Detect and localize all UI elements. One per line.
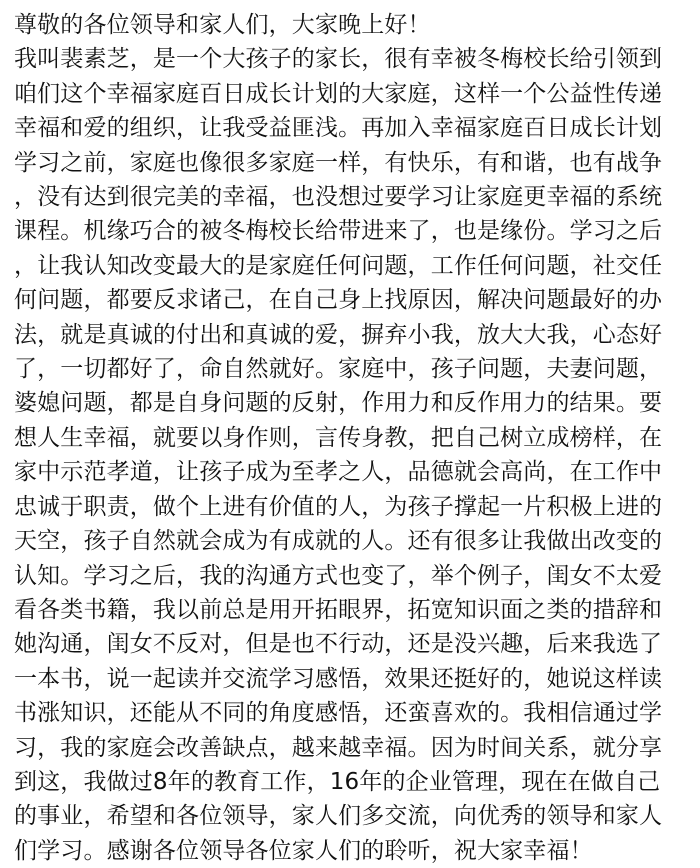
closing-line: 们学习。感谢各位领导各位家人们的聆听，祝大家幸福！ — [14, 837, 593, 864]
text-line: 何问题，都要反求诸己，在自己身上找原因，解决问题最好的办 — [14, 287, 663, 314]
text-line: 一本书，说一起读并交流学习感悟，效果还挺好的，她说这样读 — [14, 665, 663, 692]
text-line: 学习之前，家庭也像很多家庭一样，有快乐，有和谐，也有战争 — [14, 149, 663, 176]
text-line: 书涨知识，还能从不同的角度感悟，还蛮喜欢的。我相信通过学 — [14, 700, 663, 727]
text-line: 认知。学习之后，我的沟通方式也变了，举个例子，闺女不太爱 — [14, 562, 663, 589]
text-line: 法，就是真诚的付出和真诚的爱，摒弃小我，放大大我，心态好 — [14, 321, 663, 348]
greeting-line: 尊敬的各位领导和家人们，大家晚上好！ — [14, 12, 431, 38]
text-line: 我叫裴素芝，是一个大孩子的家长，很有幸被冬梅校长给引领到 — [14, 46, 663, 73]
text-line: 婆媳问题，都是自身问题的反射，作用力和反作用力的结果。要 — [14, 390, 663, 417]
text-line: 幸福和爱的组织，让我受益匪浅。再加入幸福家庭百日成长计划 — [14, 115, 663, 142]
text-line: 课程。机缘巧合的被冬梅校长给带进来了，也是缘份。学习之后 — [14, 218, 663, 245]
text-line: 咱们这个幸福家庭百日成长计划的大家庭，这样一个公益性传递 — [14, 80, 663, 107]
text-line: 天空，孩子自然就会成为有成就的人。还有很多让我做出改变的 — [14, 528, 663, 555]
text-line: 忠诚于职责，做个上进有价值的人，为孩子撑起一片积极上进的 — [14, 493, 663, 520]
text-line: ，没有达到很完美的幸福，也没想过要学习让家庭更幸福的系统 — [14, 184, 663, 211]
text-line: 想人生幸福，就要以身作则，言传身教，把自己树立成榜样，在 — [14, 424, 663, 451]
text-line: 她沟通，闺女不反对，但是也不行动，还是没兴趣，后来我选了 — [14, 631, 663, 658]
text-line: 到这，我做过8年的教育工作，16年的企业管理，现在在做自己 — [14, 768, 661, 795]
text-line: 了，一切都好了，命自然就好。家庭中，孩子问题，夫妻问题， — [14, 356, 663, 383]
text-line: 家中示范孝道，让孩子成为至孝之人，品德就会高尚，在工作中 — [14, 459, 663, 486]
text-line: ，让我认知改变最大的是家庭任何问题，工作任何问题，社交任 — [14, 252, 663, 279]
text-line: 看各类书籍，我以前总是用开拓眼界，拓宽知识面之类的措辞和 — [14, 596, 663, 623]
text-line: 习，我的家庭会改善缺点，越来越幸福。因为时间关系，就分享 — [14, 734, 663, 761]
text-line: 的事业，希望和各位领导，家人们多交流，向优秀的领导和家人 — [14, 803, 663, 830]
